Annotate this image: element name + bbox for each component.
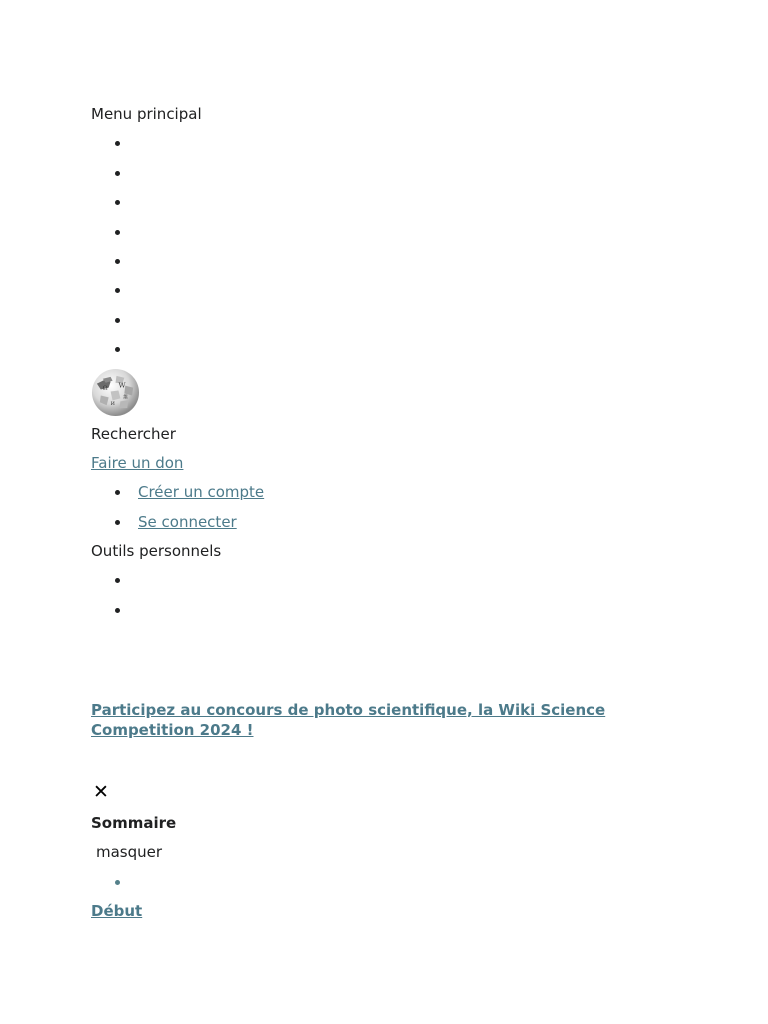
- create-account-item: [91, 481, 651, 510]
- close-icon[interactable]: ✕: [93, 781, 109, 803]
- toc-hide-button[interactable]: masquer: [96, 843, 163, 862]
- main-menu-item[interactable]: [91, 191, 651, 220]
- main-menu-item[interactable]: [91, 309, 651, 338]
- toc-start-link[interactable]: Début: [91, 902, 143, 921]
- login-item: [91, 511, 651, 540]
- donate-link-row: [91, 452, 651, 481]
- svg-text:W: W: [118, 381, 126, 390]
- svg-text:Ω: Ω: [102, 385, 108, 392]
- page-header: [91, 103, 651, 628]
- main-menu-item[interactable]: [91, 162, 651, 191]
- main-menu-label[interactable]: Menu principal: [91, 105, 202, 123]
- toc-title: Sommaire: [91, 814, 177, 832]
- personal-tools-label[interactable]: Outils personnels: [91, 542, 222, 561]
- table-of-contents: [91, 812, 491, 922]
- main-menu-item[interactable]: [91, 338, 651, 367]
- create-account-link[interactable]: Créer un compte: [138, 483, 265, 502]
- toc-item[interactable]: [91, 871, 491, 900]
- wikipedia-globe-icon[interactable]: [91, 368, 140, 417]
- login-link[interactable]: Se connecter: [138, 512, 237, 531]
- donate-link[interactable]: Faire un don: [91, 453, 184, 472]
- search-label[interactable]: Rechercher: [91, 424, 176, 443]
- personal-tools-item[interactable]: [91, 599, 651, 628]
- svg-text:И: И: [110, 400, 115, 407]
- main-menu-list: [91, 132, 651, 367]
- main-menu-item[interactable]: [91, 279, 651, 308]
- toc-list: [91, 871, 491, 900]
- account-links: [91, 481, 651, 540]
- main-menu-item[interactable]: [91, 250, 651, 279]
- site-notice-banner: [91, 700, 651, 740]
- site-notice-link[interactable]: Participez au concours de photo scientifique, la Wiki Science Competition 2024 !: [91, 701, 606, 739]
- main-menu-item[interactable]: [91, 132, 651, 161]
- main-menu-item[interactable]: [91, 221, 651, 250]
- svg-text:維: 維: [123, 393, 129, 400]
- personal-tools-item[interactable]: [91, 569, 651, 598]
- toc-start-row: [91, 900, 491, 922]
- personal-tools-list: [91, 569, 651, 628]
